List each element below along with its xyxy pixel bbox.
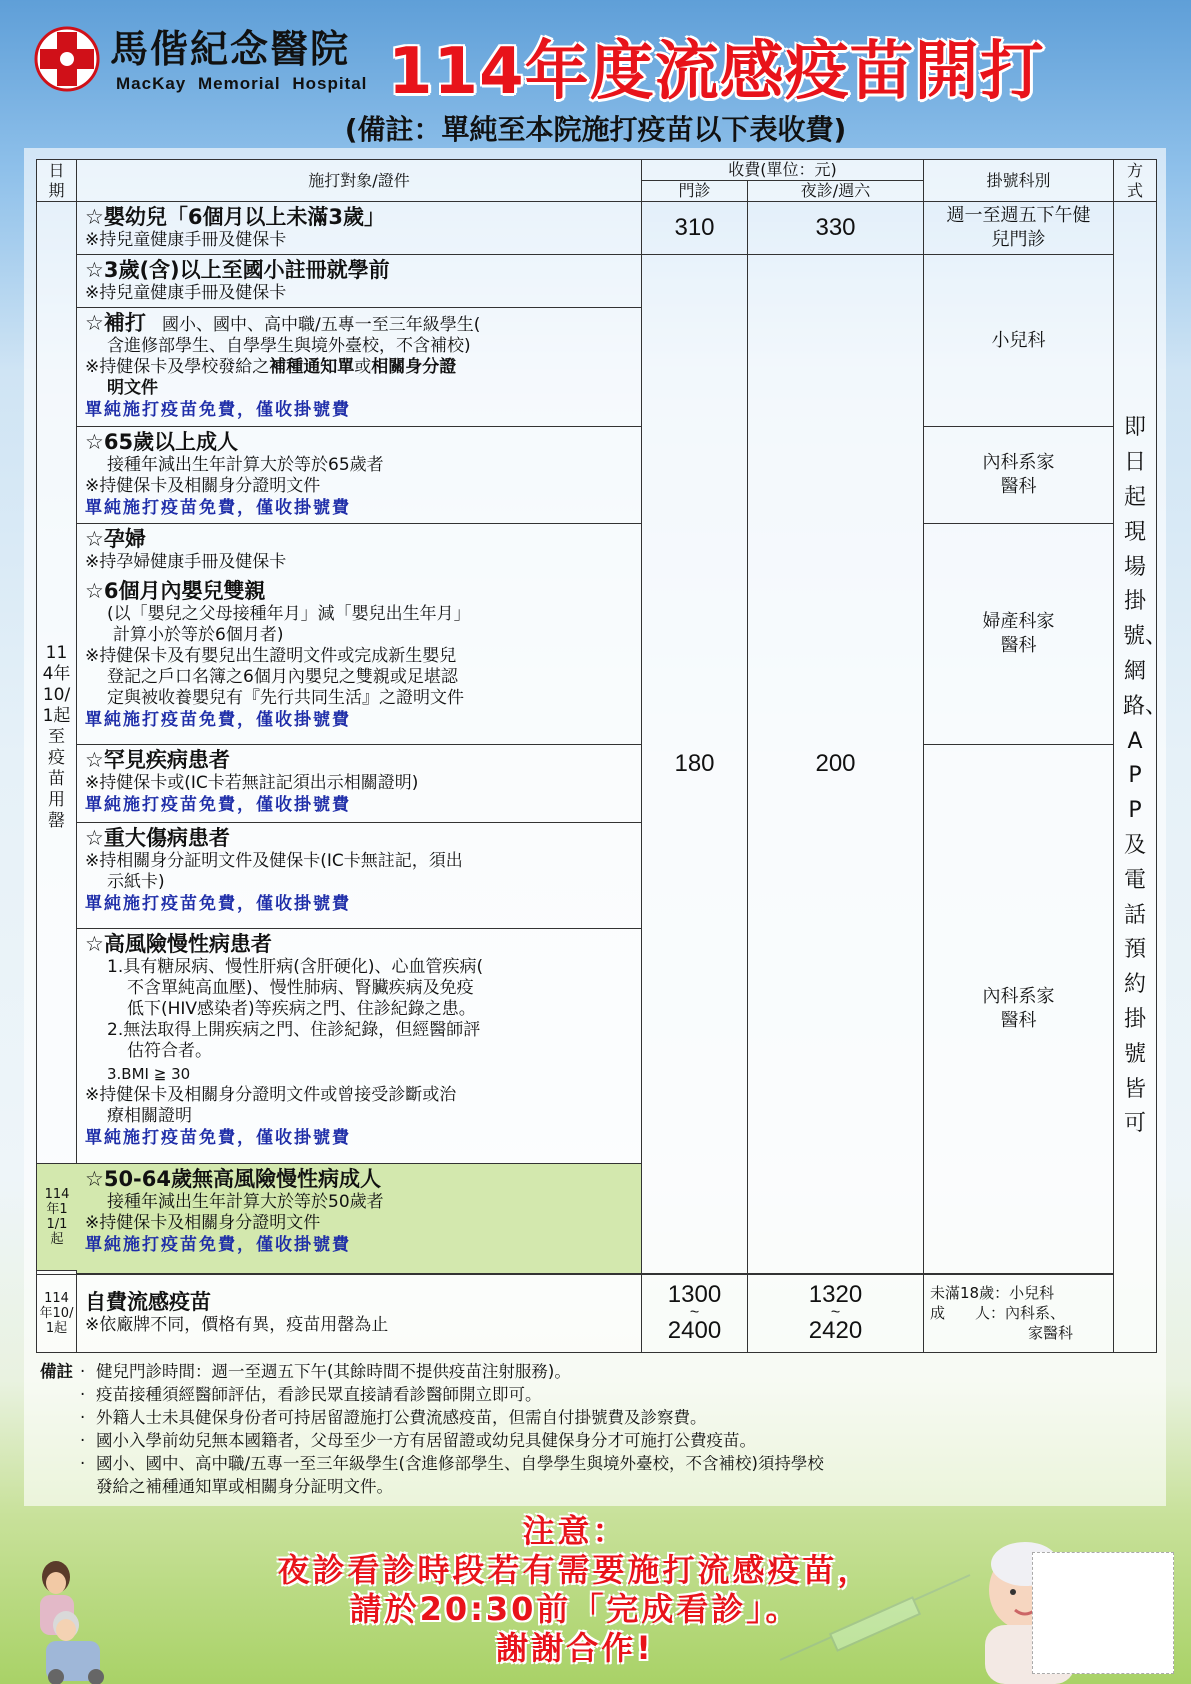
header-dept: 掛號科別 bbox=[924, 160, 1114, 202]
chronic-doc2: 療相關證明 bbox=[107, 1105, 192, 1126]
date-main-cell: 114年10/1起至疫苗用罄 bbox=[37, 202, 77, 1275]
infant-fee-day: 310 bbox=[642, 202, 748, 255]
header-date: 日期 bbox=[37, 160, 77, 202]
note-item: 外籍人士未具健保身份者可持居留證施打公費流感疫苗，但需自付掛號費及診察費。 bbox=[96, 1408, 707, 1427]
selfpay-fee-day: 1300 ~ 2400 bbox=[642, 1274, 748, 1352]
fee-table bbox=[36, 159, 1168, 1353]
header-subject: 施打對象/證件 bbox=[77, 160, 642, 202]
selfpay-doc: ※依廠牌不同，價格有異，疫苗用罄為止 bbox=[85, 1315, 389, 1335]
parents-doc1: ※持健保卡及有嬰兒出生證明文件或完成新生嬰兒 bbox=[85, 646, 457, 666]
dept-obgyn: 婦產科家醫科 bbox=[924, 524, 1114, 745]
date-nov-cell: 114年11/1起 bbox=[37, 1163, 77, 1271]
header-method: 方式 bbox=[1114, 160, 1157, 202]
rare-title: ☆罕見疾病患者 bbox=[85, 747, 230, 772]
parents-doc2: 登記之戶口名簿之6個月內嬰兒之雙親或足堪認 bbox=[107, 667, 458, 687]
selfpay-fee-night: 1320 ~ 2420 bbox=[748, 1274, 924, 1352]
major-doc2: 示紙卡) bbox=[107, 871, 165, 892]
catchup-free-note: 單純施打疫苗免費，僅收掛號費 bbox=[85, 400, 351, 420]
selfpay-dept: 未滿18歲：小兒科 成 人：內科系、 家醫科 bbox=[924, 1274, 1114, 1352]
notice-section bbox=[150, 1512, 1000, 1668]
selfpay-title: 自費流感疫苗 bbox=[85, 1290, 211, 1314]
infant-title: ☆嬰幼兒「6個月以上未滿3歲」 bbox=[85, 205, 386, 229]
adult50-doc: ※持健保卡及相關身分證明文件 bbox=[85, 1212, 321, 1233]
adult50-free-note: 單純施打疫苗免費，僅收掛號費 bbox=[85, 1234, 351, 1255]
chronic-free-note: 單純施打疫苗免費，僅收掛號費 bbox=[85, 1127, 351, 1148]
row-major bbox=[77, 822, 642, 928]
chronic-item3: 3.BMI ≧ 30 bbox=[107, 1064, 191, 1083]
page-title: 114年度流感疫苗開打 bbox=[388, 35, 1045, 109]
note-item: 疫苗接種須經醫師評估，看診民眾直接請看診醫師開立即可。 bbox=[96, 1385, 542, 1404]
pregnant-doc: ※持孕婦健康手冊及健保卡 bbox=[85, 552, 287, 572]
pregnant-title: ☆孕婦 bbox=[85, 527, 146, 551]
method-cell: 即日起現場掛號、網路、APP及電話預約掛號皆可 bbox=[1114, 202, 1157, 1353]
elderly-title: ☆65歲以上成人 bbox=[85, 430, 239, 454]
preschool-title: ☆3歲(含)以上至國小註冊就學前 bbox=[85, 258, 390, 282]
page-subtitle: (備註：單純至本院施打疫苗以下表收費) bbox=[344, 113, 847, 146]
public-fee-night: 200 bbox=[748, 255, 924, 1274]
hospital-cross-logo-icon bbox=[34, 26, 100, 92]
notice-line: 請於20:30前「完成看診」。 bbox=[349, 1590, 801, 1628]
chronic-item1a: 1.具有糖尿病、慢性肝病(含肝硬化)、心血管疾病( bbox=[107, 956, 484, 977]
note-item-cont: 發給之補種通知單或相關身分証明文件。 bbox=[96, 1477, 393, 1496]
dept-internal-1: 內科系家醫科 bbox=[924, 427, 1114, 524]
dept-child: 小兒科 bbox=[924, 255, 1114, 427]
header-fee: 收費(單位：元) bbox=[642, 160, 924, 181]
adult50-title: ☆50-64歲無高風險慢性病成人 bbox=[85, 1166, 381, 1191]
dept-internal-2: 內科系家醫科 bbox=[924, 744, 1114, 1273]
row-adult50 bbox=[77, 1163, 642, 1273]
caregiver-elderly-illustration-icon bbox=[26, 1555, 136, 1684]
elderly-desc: 接種年減出生年計算大於等於65歲者 bbox=[107, 455, 384, 475]
row-chronic bbox=[77, 928, 642, 1163]
note-item: 健兒門診時間：週一至週五下午(其餘時間不提供疫苗注射服務)。 bbox=[96, 1362, 571, 1381]
catchup-title: ☆補打 bbox=[85, 311, 146, 335]
hospital-name-en: MacKay Memorial Hospital bbox=[116, 74, 368, 93]
chronic-doc1: ※持健保卡及相關身分證明文件或曾接受診斷或治 bbox=[85, 1084, 457, 1105]
header-fee-night: 夜診/週六 bbox=[748, 181, 924, 202]
preschool-doc: ※持兒童健康手冊及健保卡 bbox=[85, 283, 287, 303]
rare-doc: ※持健保卡或(IC卡若無註記須出示相關證明) bbox=[85, 772, 419, 793]
chronic-title: ☆高風險慢性病患者 bbox=[85, 931, 272, 956]
notice-thanks: 謝謝合作! bbox=[496, 1629, 654, 1667]
parents-doc3: 定與被收養嬰兒有『先行共同生活』之證明文件 bbox=[107, 688, 464, 708]
chronic-item2a: 2.無法取得上開疾病之門、住診紀錄，但經醫師評 bbox=[107, 1019, 481, 1040]
adult50-desc: 接種年減出生年計算大於等於50歲者 bbox=[107, 1191, 384, 1212]
parents-free-note: 單純施打疫苗免費，僅收掛號費 bbox=[85, 710, 351, 730]
hospital-name-zh: 馬偕紀念醫院 bbox=[110, 26, 351, 71]
infant-fee-night: 330 bbox=[748, 202, 924, 255]
chronic-item2b: 估符合者。 bbox=[127, 1040, 212, 1061]
infant-dept: 週一至週五下午健兒門診 bbox=[924, 202, 1114, 255]
catchup-doc-cont: 明文件 bbox=[107, 378, 158, 398]
qr-code-placeholder bbox=[1032, 1552, 1174, 1674]
elderly-free-note: 單純施打疫苗免費，僅收掛號費 bbox=[85, 498, 351, 518]
catchup-desc1: 國小、國中、高中職/五專一至三年級學生( bbox=[162, 315, 481, 335]
infant-doc: ※持兒童健康手冊及健保卡 bbox=[85, 230, 287, 250]
notice-line: 夜診看診時段若有需要施打流感疫苗， bbox=[277, 1551, 873, 1589]
date-selfpay-cell: 114年10/1起 bbox=[37, 1274, 77, 1352]
public-fee-day: 180 bbox=[642, 255, 748, 1274]
rare-free-note: 單純施打疫苗免費，僅收掛號費 bbox=[85, 794, 351, 815]
row-pregnant bbox=[77, 524, 642, 577]
notes-label: 備註 bbox=[40, 1362, 73, 1381]
notes-section: 備註 · 健兒門診時間：週一至週五下午(其餘時間不提供疫苗注射服務)。 · 疫苗接種須經醫師評估，看診民眾直接請看診醫師開立即可。 · 外籍人士未具健保身份者可持居留證施打公費流感疫苗，但需自付掛號費及診察費。 · 國小入學前幼兒無本國籍者，父母至少一方有居留證或幼兒具健保身分才可施打公費疫苗。 · 國小、國中、高中職/五專一至三年級學生(含進修部學生、自學學生與境外臺校，不含補校)須持學校 發給之補種通知單或相關身分証明文件。 bbox=[40, 1362, 824, 1496]
major-doc1: ※持相關身分証明文件及健保卡(IC卡無註記，須出 bbox=[85, 850, 463, 871]
major-title: ☆重大傷病患者 bbox=[85, 825, 230, 850]
row-elderly bbox=[77, 427, 642, 524]
note-item: 國小入學前幼兒無本國籍者，父母至少一方有居留證或幼兒具健保身分才可施打公費疫苗。 bbox=[96, 1431, 756, 1450]
row-catchup bbox=[77, 308, 642, 427]
header-fee-day: 門診 bbox=[642, 181, 748, 202]
row-infant bbox=[77, 202, 642, 255]
parents-desc1: (以「嬰兒之父母接種年月」減「嬰兒出生年月」 bbox=[107, 604, 471, 624]
parents-desc2: 計算小於等於6個月者) bbox=[113, 625, 284, 645]
catchup-doc: ※持健保卡及學校發給之補種通知單或相關身分證 bbox=[85, 357, 457, 377]
chronic-item1c: 低下(HIV感染者)等疾病之門、住診紀錄之患。 bbox=[127, 998, 476, 1019]
elderly-doc: ※持健保卡及相關身分證明文件 bbox=[85, 476, 321, 496]
page-header bbox=[0, 0, 1191, 110]
catchup-desc2: 含進修部學生、自學學生與境外臺校，不含補校) bbox=[107, 336, 471, 356]
notice-heading: 注意： bbox=[522, 1512, 628, 1550]
row-rare bbox=[77, 744, 642, 822]
row-preschool bbox=[77, 255, 642, 308]
major-free-note: 單純施打疫苗免費，僅收掛號費 bbox=[85, 893, 351, 914]
parents-title: ☆6個月內嬰兒雙親 bbox=[85, 579, 266, 603]
row-selfpay bbox=[77, 1274, 642, 1352]
row-parents bbox=[77, 576, 642, 744]
chronic-item1b: 不含單純高血壓)、慢性肺病、腎臟疾病及免疫 bbox=[127, 977, 474, 998]
note-item: 國小、國中、高中職/五專一至三年級學生(含進修部學生、自學學生與境外臺校，不含補校)須持學校 bbox=[96, 1454, 824, 1473]
